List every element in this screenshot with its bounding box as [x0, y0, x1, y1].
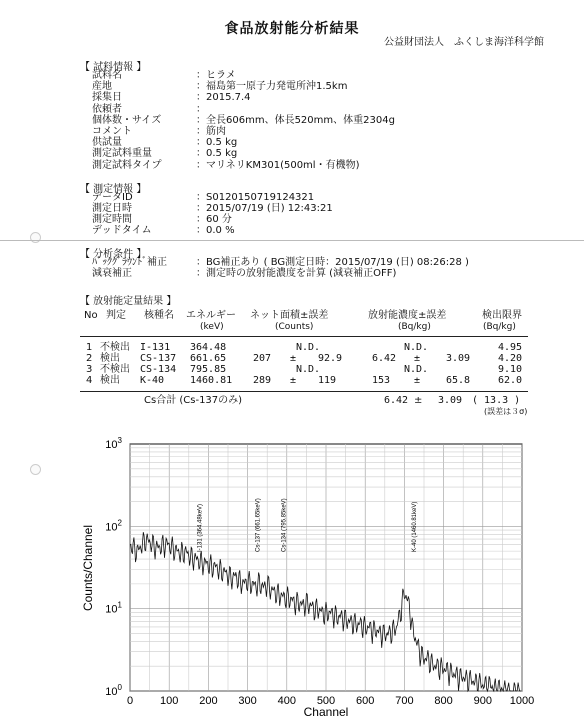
col-limit-unit: (Bq/kg)	[483, 322, 516, 332]
row-net-err: 92.9	[318, 353, 343, 364]
field-label: データID	[92, 192, 133, 203]
spectrum-chart	[0, 432, 584, 722]
row-limit: 4.95	[498, 342, 523, 353]
x-tick-label: 200	[199, 695, 218, 707]
field-value: ：全長606mm、体長520mm、体重2304g	[196, 114, 395, 126]
field-label: 個体数・サイズ	[92, 114, 162, 126]
row-conc-pm: ±	[414, 375, 421, 386]
col-nuclide: 核種名	[144, 310, 174, 321]
x-tick-label: 0	[126, 695, 134, 707]
field-label: 採集日	[92, 92, 122, 104]
row-net: 289	[253, 375, 272, 386]
row-judge: 不検出	[100, 342, 130, 353]
col-energy-unit: (keV)	[200, 322, 224, 332]
field-label: 減衰補正	[92, 268, 132, 279]
field-label: 試料名	[92, 70, 122, 81]
x-tick-label: 300	[238, 695, 257, 707]
peak-label: K-40 (1460.81keV)	[412, 501, 419, 552]
row-judge: 不検出	[100, 364, 130, 375]
measure-info-heading: 【 測定情報 】	[80, 184, 147, 195]
peak-label: Cs-134 (795.85keV)	[281, 498, 288, 552]
field-value: ：0.0 %	[196, 225, 235, 236]
x-tick-label: 400	[277, 695, 296, 707]
row-conc: 153	[372, 375, 391, 386]
peak-label: I-131 (364.48keV)	[197, 503, 204, 552]
y-tick-label: $10^2$	[105, 518, 122, 534]
sample-info-heading: 【 試料情報 】	[80, 62, 147, 73]
organization-name: 公益財団法人 ふくしま海洋科学館	[384, 37, 544, 48]
row-net-pm: ±	[290, 375, 297, 386]
row-conc-pm: N.D.	[404, 364, 429, 375]
row-limit: 4.20	[498, 353, 523, 364]
row-conc-err: 3.09	[446, 353, 471, 364]
row-energy: 364.48	[190, 342, 227, 353]
table-footer-rule	[80, 391, 528, 392]
row-net-pm: N.D.	[296, 364, 321, 375]
analysis-heading: 【 分析条件 】	[80, 249, 147, 260]
field-label: 産地	[92, 81, 112, 93]
field-label: 依頼者	[92, 103, 122, 115]
x-axis-label: Channel	[303, 705, 349, 719]
row-limit: 62.0	[498, 375, 523, 386]
cs-total-err: 3.09	[438, 395, 463, 406]
field-value: ：60 分	[196, 214, 232, 225]
y-tick-label: $10^3$	[105, 436, 122, 451]
punch-hole	[30, 232, 41, 243]
x-tick-label: 600	[356, 695, 375, 707]
x-tick-label: 100	[160, 695, 179, 707]
row-conc-err: 65.8	[446, 375, 471, 386]
cs-total-limit: ( 13.3 )	[472, 395, 521, 406]
row-net-pm: ±	[290, 353, 297, 364]
peak-label: Cs-137 (661.65keV)	[255, 498, 262, 552]
field-value: ：BG補正あり ( BG測定日時：2015/07/19 (日) 08:26:28 )	[196, 257, 469, 268]
field-label: 測定日時	[92, 203, 132, 214]
row-nuclide: I-131	[140, 342, 171, 353]
field-value: ：マリネリKM301(500ml・有機物)	[196, 159, 360, 171]
row-energy: 1460.81	[190, 375, 233, 386]
y-tick-label: $10^1$	[105, 600, 122, 616]
field-value: ：測定時の放射能濃度を計算 (減衰補正OFF)	[196, 268, 397, 279]
field-label: ﾊﾞｯｸｸﾞﾗｳﾝﾄﾞ補正	[92, 257, 167, 268]
col-no: No	[84, 310, 98, 321]
page-divider	[0, 240, 584, 241]
field-value: ：福島第一原子力発電所沖1.5km	[196, 81, 348, 93]
field-value: ：0.5 kg	[196, 148, 238, 160]
cs-total-value: 6.42	[384, 395, 409, 406]
x-tick-label: 900	[473, 695, 492, 707]
row-conc-pm: ±	[414, 353, 421, 364]
row-nuclide: CS-137	[140, 353, 177, 364]
row-nuclide: K-40	[140, 375, 165, 386]
row-no: 1	[86, 342, 93, 353]
row-limit: 9.10	[498, 364, 523, 375]
field-value: ：2015.7.4	[196, 92, 251, 104]
col-conc: 放射能濃度±誤差	[368, 310, 447, 321]
field-value: ：2015/07/19 (日) 12:43:21	[196, 203, 333, 214]
field-label: デッドタイム	[92, 225, 152, 236]
row-net-err: 119	[318, 375, 337, 386]
col-limit: 検出限界	[482, 310, 522, 321]
field-value: ：	[196, 103, 206, 115]
report-title: 食品放射能分析結果	[224, 21, 360, 37]
field-label: コメント	[92, 126, 132, 137]
x-tick-label: 1000	[509, 695, 535, 707]
row-judge: 検出	[100, 353, 120, 364]
col-conc-unit: (Bq/kg)	[398, 322, 431, 332]
row-no: 3	[86, 364, 93, 375]
col-net: ネット面積±誤差	[250, 310, 329, 321]
row-energy: 795.85	[190, 364, 227, 375]
row-no: 2	[86, 353, 93, 364]
row-energy: 661.65	[190, 353, 227, 364]
y-tick-label: $10^0$	[105, 683, 122, 698]
x-tick-label: 700	[395, 695, 414, 707]
cs-total-label: Cs合計 (Cs-137のみ)	[144, 395, 243, 406]
x-tick-label: 800	[434, 695, 453, 707]
results-heading: 【 放射能定量結果 】	[80, 296, 177, 307]
row-conc: 6.42	[372, 353, 397, 364]
row-judge: 検出	[100, 375, 120, 386]
col-net-unit: (Counts)	[275, 322, 314, 332]
x-tick-label: 500	[316, 695, 336, 707]
col-judge: 判定	[106, 310, 126, 321]
field-label: 供試量	[92, 137, 122, 149]
sigma-note: (誤差は３σ)	[484, 407, 528, 416]
field-value: ：筋肉	[196, 126, 226, 137]
cs-total-pm: ±	[414, 395, 423, 406]
y-axis-label: Counts/Channel	[81, 524, 95, 612]
field-label: 測定試料タイプ	[92, 159, 162, 171]
grid-lines	[130, 444, 522, 691]
field-value: ：0.5 kg	[196, 137, 238, 149]
field-label: 測定試料重量	[92, 148, 152, 160]
field-value: ：ヒラメ	[196, 70, 236, 81]
field-value: ：S0120150719124321	[196, 192, 315, 203]
row-conc-pm: N.D.	[404, 342, 429, 353]
row-net-pm: N.D.	[296, 342, 321, 353]
field-label: 測定時間	[92, 214, 132, 225]
row-no: 4	[86, 375, 93, 386]
row-nuclide: CS-134	[140, 364, 177, 375]
row-net: 207	[253, 353, 272, 364]
table-header-rule	[80, 336, 528, 337]
col-energy: エネルギー	[186, 310, 236, 321]
